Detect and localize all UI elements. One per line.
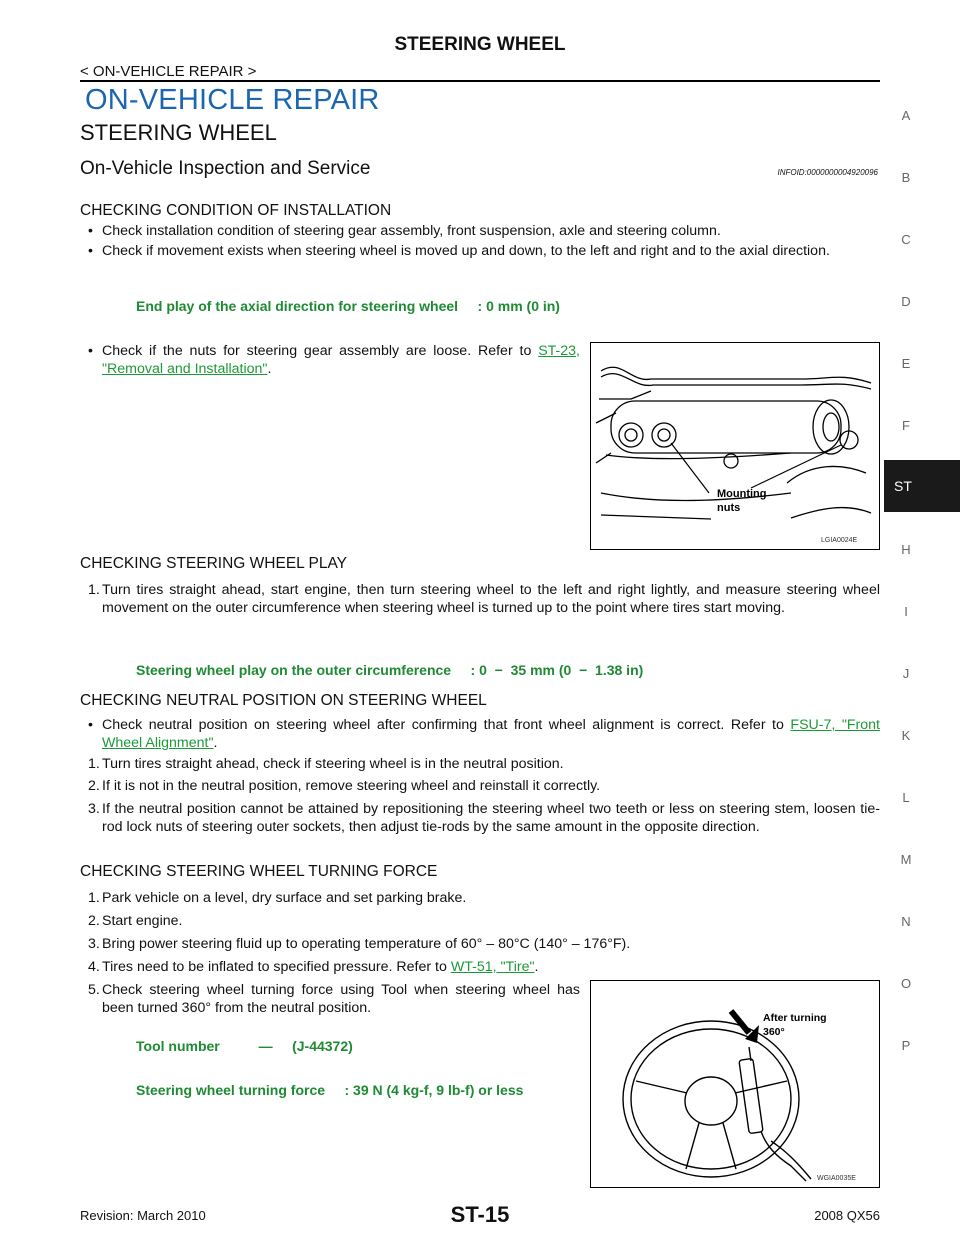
sidebar-index-st-label: ST [894, 478, 912, 494]
topic-heading: On-Vehicle Inspection and Service [80, 158, 371, 179]
sidebar-index-i[interactable]: I [904, 604, 908, 619]
step-text: Park vehicle on a level, dry surface and set parking brake. [102, 890, 467, 906]
sidebar-index-l[interactable]: L [902, 790, 910, 805]
link-tire[interactable]: WT-51, "Tire" [450, 959, 535, 975]
step-text: Bring power steering fluid up to operating temperature of 60° – 80°C (140° – 176°F). [102, 936, 631, 952]
list-item: • Check if the nuts for steering gear assembly are loose. Refer to ST-23, "Removal and Installation". [88, 343, 580, 377]
list-item: 1. Turn tires straight ahead, check if steering wheel is in the neutral position. [80, 755, 880, 773]
section-title-turning-force: CHECKING STEERING WHEEL TURNING FORCE [80, 863, 438, 880]
figure-turning-force [590, 980, 880, 1188]
section-title-installation: CHECKING CONDITION OF INSTALLATION [80, 202, 392, 219]
bullet-text: Check if the nuts for steering gear assembly are loose. Refer to [102, 343, 532, 359]
list-item: • Check neutral position on steering wheel after confirming that front wheel alignment is correct. Refer to FSU-7, "Front Wheel Alignment". [88, 717, 880, 751]
header-divider [80, 80, 880, 82]
list-item: • Check if movement exists when steering wheel is moved up and down, to the left and right and to the axial direction. [80, 242, 880, 260]
sub-heading: STEERING WHEEL [80, 120, 277, 145]
sidebar-index-e[interactable]: E [901, 356, 911, 371]
list-item: 1. Turn tires straight ahead, start engine, then turn steering wheel to the left and right lightly, and measure steering wheel movement on the outer circumference when steering wheel is turned up to the point where tires start moving. [88, 582, 880, 616]
step-text: Start engine. [102, 913, 183, 929]
section-breadcrumb: < ON-VEHICLE REPAIR > [80, 63, 257, 80]
bullet-text: Check if movement exists when steering wheel is moved up and down, to the left and right and to the axial direction. [102, 243, 830, 259]
sidebar-index-k[interactable]: K [901, 728, 911, 743]
sidebar-index-n[interactable]: N [901, 914, 911, 929]
section-title-neutral: CHECKING NEUTRAL POSITION ON STEERING WHEEL [80, 692, 487, 709]
section-title-play: CHECKING STEERING WHEEL PLAY [80, 555, 347, 572]
sidebar-index-b[interactable]: B [901, 170, 911, 185]
sidebar-index-p[interactable]: P [901, 1038, 911, 1053]
figure-label-line1: Mounting [717, 488, 767, 500]
list-item: 2. If it is not in the neutral position, remove steering wheel and reinstall it correctly. [80, 777, 880, 795]
list-item: 2. Start engine. [80, 912, 880, 930]
main-heading: ON-VEHICLE REPAIR [85, 84, 380, 116]
footer-model: 2008 QX56 [814, 1208, 880, 1223]
sidebar-index-a[interactable]: A [901, 108, 911, 123]
spec-turning-force: Steering wheel turning force : 39 N (4 kg-f, 9 lb-f) or less [136, 1082, 524, 1098]
spec-end-play: End play of the axial direction for steering wheel : 0 mm (0 in) [136, 298, 560, 314]
figure-mounting-nuts [590, 342, 880, 550]
list-item: 5. Check steering wheel turning force using Tool when steering wheel has been turned 360° from the neutral position. [88, 982, 580, 1016]
info-id: INFOID:0000000004920096 [777, 168, 878, 177]
figure-label-line2: nuts [717, 502, 741, 514]
page-header-title: STEERING WHEEL [394, 34, 566, 55]
list-item: 3. Bring power steering fluid up to operating temperature of 60° – 80°C (140° – 176°F). [80, 935, 880, 953]
spec-tool-number: Tool number — (J-44372) [136, 1038, 353, 1054]
sidebar-index-st-active[interactable] [884, 460, 960, 512]
step-text: If it is not in the neutral position, remove steering wheel and reinstall it correctly. [102, 778, 601, 794]
sidebar-index-o[interactable]: O [900, 976, 912, 991]
sidebar-index-h[interactable]: H [901, 542, 911, 557]
figure-code: WGIA0035E [817, 1175, 856, 1182]
sidebar-index-c[interactable]: C [901, 232, 911, 247]
steering-wheel-illustration [591, 981, 879, 1187]
list-item: 3. If the neutral position cannot be attained by repositioning the steering wheel two teeth or less on steering stem, loosen tie-rod lock nuts of steering outer sockets, then adjust tie-rods by the same amount in the opposite direction. [88, 801, 880, 835]
step-text: Turn tires straight ahead, start engine, then turn steering wheel to the left and right lightly, and measure steering wheel movement on the outer circumference when steering wheel is turned up to the point where tires start moving. [102, 582, 880, 616]
sidebar-index-f[interactable]: F [902, 418, 910, 433]
step-text: Tires need to be inflated to specified pressure. Refer to [102, 959, 447, 975]
link-removal-installation[interactable]: ST-23, "Removal and Installation" [102, 343, 580, 377]
sidebar-index-m[interactable]: M [900, 852, 912, 867]
step-text: Check steering wheel turning force using Tool when steering wheel has been turned 360° from the neutral position. [102, 982, 580, 1016]
steering-gear-illustration [591, 343, 879, 549]
bullet-text: Check installation condition of steering gear assembly, front suspension, axle and steering column. [102, 223, 721, 239]
sidebar-index-j[interactable]: J [902, 666, 910, 681]
spec-wheel-play: Steering wheel play on the outer circumference : 0 − 35 mm (0 − 1.38 in) [136, 662, 644, 678]
step-text: Turn tires straight ahead, check if steering wheel is in the neutral position. [102, 756, 564, 772]
figure-code: LGIA0024E [821, 537, 858, 544]
list-item: 4. Tires need to be inflated to specified pressure. Refer to WT-51, "Tire". [88, 959, 539, 975]
sidebar-index-d[interactable]: D [901, 294, 911, 309]
footer-revision: Revision: March 2010 [80, 1208, 206, 1223]
link-front-wheel-alignment[interactable]: FSU-7, "Front Wheel Alignment" [102, 717, 880, 751]
figure-label-line1: After turning [763, 1012, 827, 1024]
figure-label-line2: 360° [763, 1026, 785, 1038]
footer-page-number: ST-15 [450, 1202, 510, 1227]
bullet-text: Check neutral position on steering wheel after confirming that front wheel alignment is correct. Refer to [102, 717, 784, 733]
list-item: • Check installation condition of steering gear assembly, front suspension, axle and steering column. [80, 222, 880, 240]
step-text: If the neutral position cannot be attained by repositioning the steering wheel two teeth or less on steering stem, loosen tie-rod lock nuts of steering outer sockets, then adjust tie-rods by the same amount in the opposite direction. [102, 801, 880, 835]
list-item: 1. Park vehicle on a level, dry surface and set parking brake. [80, 889, 880, 907]
